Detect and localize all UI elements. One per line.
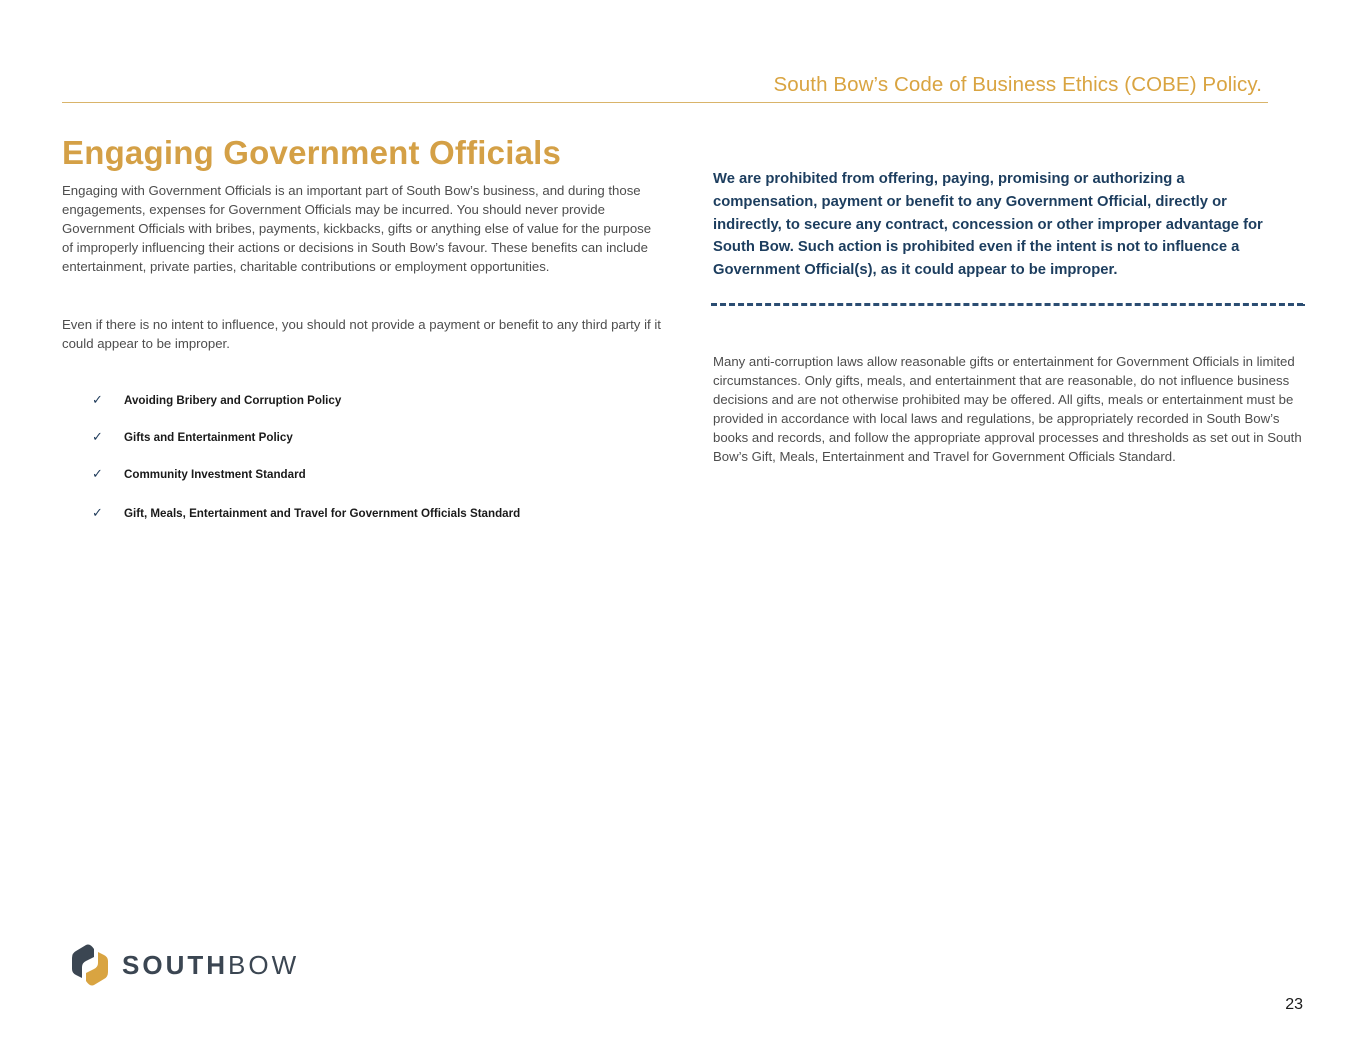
intent-paragraph: Even if there is no intent to influence, you should not provide a payment or benefit to any third party if it could appear to be improper. (62, 317, 661, 351)
document-header-title: South Bow’s Code of Business Ethics (COBE) Policy. (773, 73, 1262, 96)
south-bow-logo (70, 943, 299, 987)
list-item[interactable] (92, 466, 306, 482)
anti-corruption-paragraph: Many anti-corruption laws allow reasonable gifts or entertainment for Government Officials in limited circumstances. Only gifts, meals, and entertainment that are reasonable, do not influence business decisions and are not otherwise prohibited may be offered. All gifts, meals or entertainment must be provided in accordance with local laws and regulations, be appropriately recorded in South Bow’s books and records, and follow the appropriate approval processes and thresholds as set out in South Bow’s Gift, Meals, Entertainment and Travel for Government Officials Standard. (713, 354, 1302, 464)
intro-paragraph: Engaging with Government Officials is an important part of South Bow’s business, and during those engagements, expenses for Government Officials may be incurred. You should never provide Government Officials with bribes, payments, kickbacks, gifts or anything else of value for the purpose of improperly influencing their actions or decisions in South Bow’s favour. These benefits can include entertainment, private parties, charitable contributions or employment opportunities. (62, 183, 652, 274)
policy-link-gifts[interactable]: Gifts and Entertainment Policy (124, 430, 293, 444)
page-number: 23 (1285, 996, 1303, 1013)
page-title: Engaging Government Officials (62, 134, 562, 171)
south-bow-logo-mark-icon (70, 943, 110, 987)
policy-link-community[interactable]: Community Investment Standard (124, 467, 306, 481)
checkmark-icon: ✓ (92, 429, 103, 444)
checkmark-icon: ✓ (92, 392, 103, 407)
checkmark-icon: ✓ (92, 466, 103, 481)
header-divider (62, 102, 1268, 103)
list-item[interactable] (92, 392, 341, 408)
callout-dashed-divider (711, 303, 1303, 306)
prohibition-callout: We are prohibited from offering, paying, promising or authorizing a compensation, payment or benefit to any Government Official, directly or indirectly, to secure any contract, concession or other improper advantage for South Bow. Such action is prohibited even if the intent is not to influence a Government Official(s), as it could appear to be improper. (713, 171, 1263, 279)
policy-link-government-officials[interactable]: Gift, Meals, Entertainment and Travel for Government Officials Standard (124, 506, 521, 520)
checkmark-icon: ✓ (92, 505, 103, 520)
logo-wordmark: SOUTHBOW (122, 949, 300, 980)
list-item[interactable] (92, 429, 293, 445)
divider-end-dot (1303, 304, 1305, 306)
list-item[interactable] (92, 505, 520, 521)
policy-link-bribery[interactable]: Avoiding Bribery and Corruption Policy (124, 393, 342, 407)
